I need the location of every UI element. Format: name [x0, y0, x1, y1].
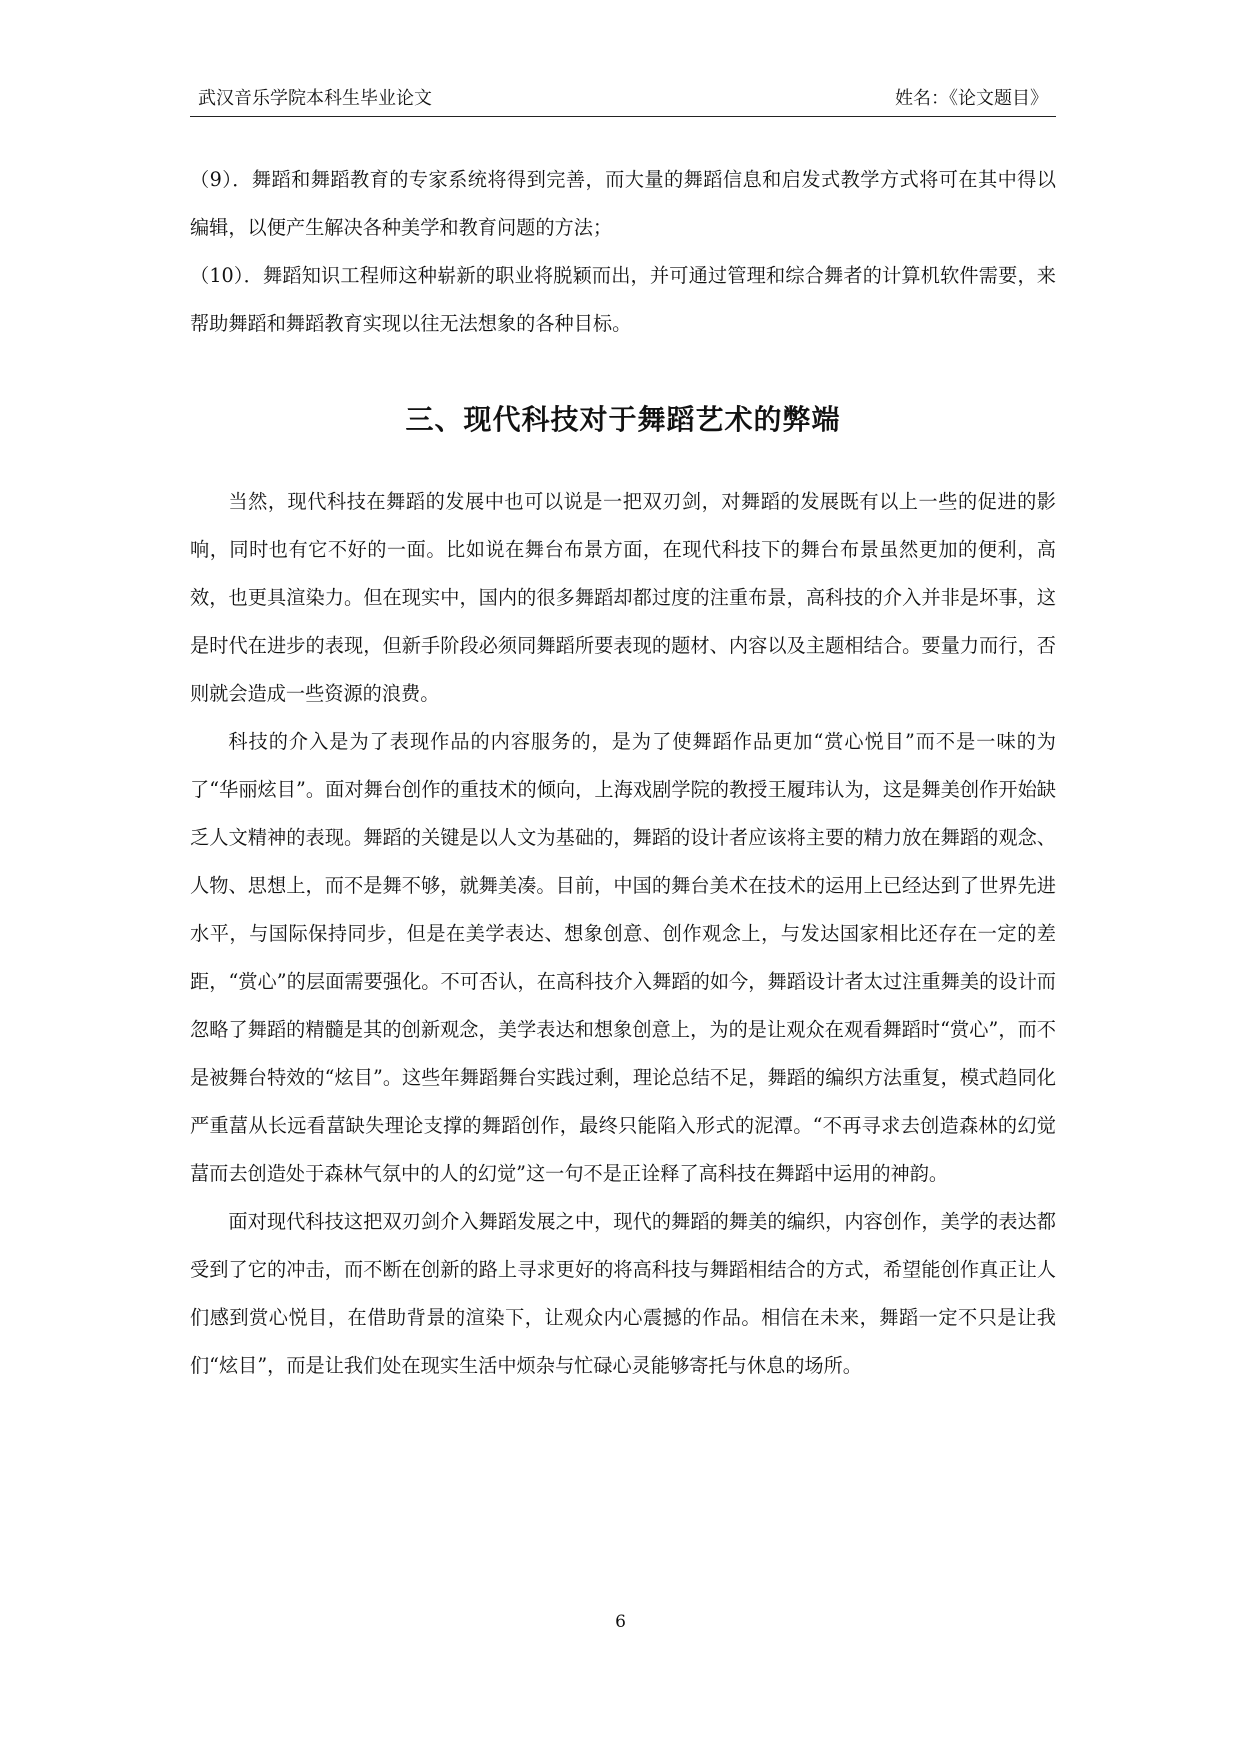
- header-school-title: 武汉音乐学院本科生毕业论文: [198, 88, 432, 109]
- page-header: [190, 86, 1056, 117]
- section-heading: 三、现代科技对于舞蹈艺术的弊端: [405, 403, 841, 436]
- body-paragraph-1: 当然，现代科技在舞蹈的发展中也可以说是一把双刃剑，对舞蹈的发展既有以上一些的促进的影响，同时也有它不好的一面。比如说在舞台布景方面，在现代科技下的舞台布景虽然更加的便利，高效，也更具渲染力。但在现实中，国内的很多舞蹈却都过度的注重布景，高科技的介入并非是坏事，这是时代在进步的表现，但新手阶段必须同舞蹈所要表现的题材、内容以及主题相结合。要量力而行，否则就会造成一些资源的浪费。: [190, 490, 1056, 705]
- page-number: 6: [615, 1612, 626, 1632]
- body-paragraph-2: 科技的介入是为了表现作品的内容服务的，是为了使舞蹈作品更加“赏心悦目”而不是一味的为了“华丽炫目”。面对舞台创作的重技术的倾向，上海戏剧学院的教授王履玮认为，这是舞美创作开始缺乏人文精神的表现。舞蹈的关键是以人文为基础的，舞蹈的设计者应该将主要的精力放在舞蹈的观念、人物、思想上，而不是舞不够，就舞美凑。目前，中国的舞台美术在技术的运用上已经达到了世界先进水平，与国际保持同步，但是在美学表达、想象创意、创作观念上，与发达国家相比还存在一定的差距，“赏心”的层面需要强化。不可否认，在高科技介入舞蹈的如今，舞蹈设计者太过注重舞美的设计而忽略了舞蹈的精髓是其的创新观念，美学表达和想象创意上，为的是让观众在观看舞蹈时“赏心”，而不是被舞台特效的“炫目”。这些年舞蹈舞台实践过剩，理论总结不足，舞蹈的编织方法重复，模式趋同化严重葍从长远看葍缺失理论支撑的舞蹈创作，最终只能陷入形式的泥潭。“不再寻求去创造森林的幻觉葍而去创造处于森林气氛中的人的幻觉”这一句不是正诠释了高科技在舞蹈中运用的神韵。: [190, 730, 1056, 1185]
- list-item-10: （10）．舞蹈知识工程师这种崭新的职业将脱颖而出，并可通过管理和综合舞者的计算机软件需要，来帮助舞蹈和舞蹈教育实现以往无法想象的各种目标。: [190, 264, 1056, 335]
- body-paragraph-3: 面对现代科技这把双刃剑介入舞蹈发展之中，现代的舞蹈的舞美的编织，内容创作，美学的表达都受到了它的冲击，而不断在创新的路上寻求更好的将高科技与舞蹈相结合的方式，希望能创作真正让人们感到赏心悦目，在借助背景的渲染下，让观众内心震撼的作品。相信在未来，舞蹈一定不只是让我们“炫目”，而是让我们处在现实生活中烦杂与忙碌心灵能够寄托与休息的场所。: [190, 1210, 1056, 1377]
- list-item-9: （9）．舞蹈和舞蹈教育的专家系统将得到完善，而大量的舞蹈信息和启发式教学方式将可在其中得以编辑，以便产生解决各种美学和教育问题的方法；: [190, 168, 1056, 239]
- page-body: [190, 156, 1056, 1390]
- header-author-title: 姓名：《论文题目》: [895, 88, 1048, 109]
